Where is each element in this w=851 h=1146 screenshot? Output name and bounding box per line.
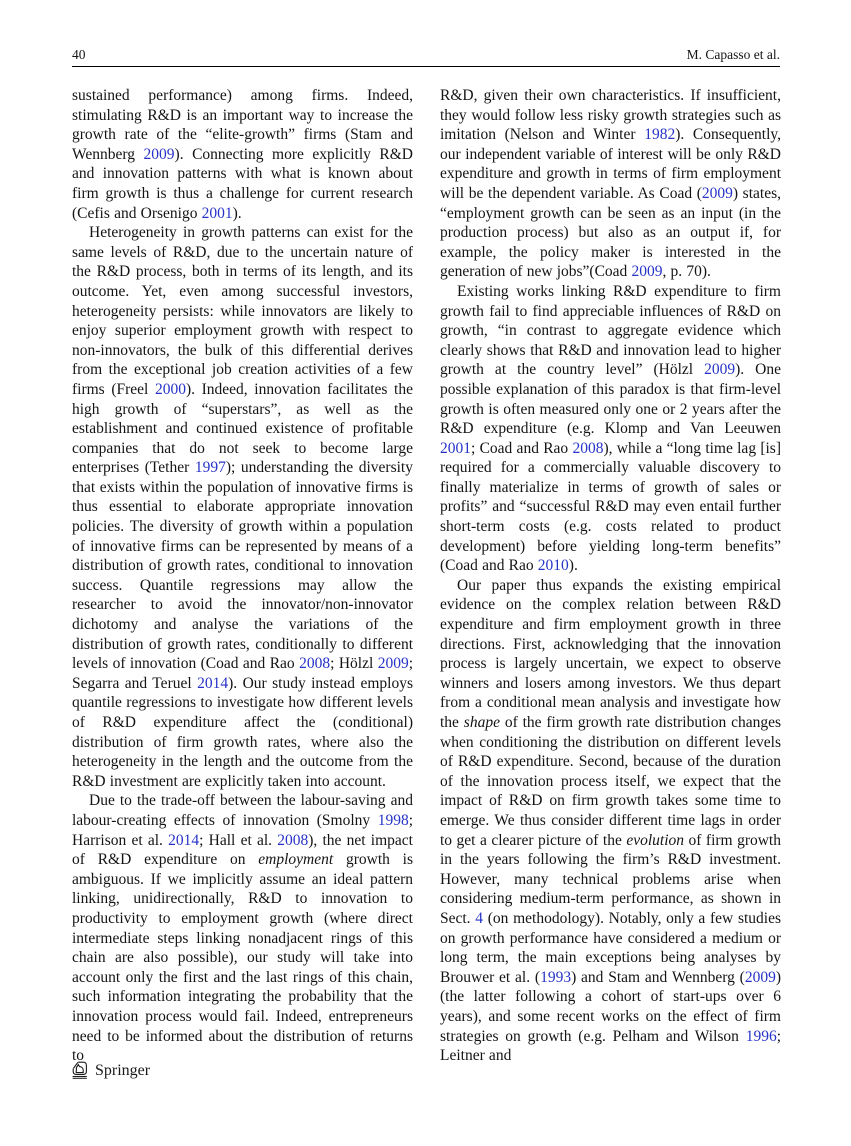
text-run: Heterogeneity in growth patterns can exist for the same levels of R&D, due to the uncertain nature of the R&D process, both in terms of its length, and its outcome. Yet, even among successful investors, heterogeneity persists: while innovators are likely to enjoy superior employment growth with respect to non-innovators, the bulk of this differential derives from the exceptional job creation activities of a few firms (Freel — [72, 224, 413, 398]
paragraph — [72, 86, 413, 223]
citation-link[interactable]: 2009 — [704, 361, 736, 379]
paragraph — [72, 223, 413, 791]
text-run: ). — [232, 204, 242, 222]
text-run: Due to the trade-off between the labour-saving and labour-creating effects of innovation (Smolny — [72, 792, 413, 829]
citation-link[interactable]: 2008 — [299, 655, 331, 673]
citation-link[interactable]: 1982 — [644, 126, 676, 144]
text-run: ); understanding the diversity that exists within the population of innovative firms is thus essential to elaborate appropriate innovation policies. The diversity of growth within a population of innovative firms can be represented by means of a distribution of growth rates, conditional to innovation success. Quantile regressions may allow the researcher to avoid the innovator/non-innovator dichotomy and analyse the variations of the distribution of growth rates, conditionally to different levels of innovation (Coad and Rao — [72, 459, 413, 673]
header-rule — [72, 66, 780, 67]
text-run: ), the net impact of R&D expenditure on — [72, 831, 413, 869]
text-run: ; Leitner and — [440, 1027, 781, 1065]
text-run: ). Indeed, innovation facilitates the high growth of “superstars”, as well as the establishment and continued existence of profitable companies that do not seek to become large enterprises (Tether — [72, 380, 413, 477]
citation-link[interactable]: 1993 — [540, 968, 572, 986]
emphasis-text: employment — [258, 851, 334, 869]
citation-link[interactable]: 1997 — [194, 459, 226, 477]
text-run: growth is ambiguous. If we implicitly assume an ideal pattern linking, unidirectionally, R&D to innovation to productivity to employment growth (where direct intermediate steps linking nonadjacent rings of this chain are also possible), our study will take into account only the first and the last rings of this chain, such information integrating the probability that the innovation process would fail. Indeed, entrepreneurs need to be informed about the distribution of returns to — [72, 851, 414, 1065]
citation-link[interactable]: 2008 — [277, 831, 309, 849]
text-run: sustained performance) among firms. Indeed, stimulating R&D is an important way to increase the growth rate of the “elite-growth” firms (Stam and Wennberg — [72, 87, 413, 163]
citation-link[interactable]: 2014 — [197, 674, 229, 692]
citation-link[interactable]: 2009 — [701, 184, 733, 202]
citation-link[interactable]: 1996 — [745, 1027, 777, 1045]
text-run: ; Hall et al. — [199, 831, 278, 849]
text-run: ; Coad and Rao — [471, 439, 573, 457]
left-column — [72, 86, 413, 1066]
text-run: ). Our study instead employs quantile regressions to investigate how different levels of R&D expenditure affect the (conditional) distribution of firm growth rates, where also the heterogeneity in the length and the outcome from the R&D investment are explicitly taken into account. — [72, 674, 413, 790]
paragraph — [440, 282, 781, 576]
text-run: , p. 70). — [662, 263, 711, 281]
page-number: 40 — [72, 47, 86, 62]
article-body — [72, 86, 781, 1066]
text-run: Our paper thus expands the existing empirical evidence on the complex relation between R&D expenditure and firm employment growth in three directions. First, acknowledging that the innovation process is largely uncertain, we expect to observe winners and losers among investors. We thus depart from a conditional mean analysis and investigate how the — [440, 576, 781, 731]
citation-link[interactable]: 2009 — [631, 263, 663, 281]
citation-link[interactable]: 2000 — [154, 380, 186, 398]
citation-link[interactable]: 2001 — [201, 204, 233, 222]
text-run: ) (the latter following a cohort of start-ups over 6 years), and some recent works on the effect of firm strategies on growth (e.g. Pelham and Wilson — [440, 968, 781, 1045]
citation-link[interactable]: 2009 — [377, 655, 409, 673]
text-run: ). Consequently, our independent variable of interest will be only R&D expenditure and growth in terms of firm employment will be the dependent variable. As Coad ( — [440, 126, 781, 202]
page-footer — [70, 1060, 150, 1082]
text-run: ). Connecting more explicitly R&D and innovation patterns with what is known about firm growth is thus a challenge for current research (Cefis and Orsenigo — [72, 145, 413, 222]
emphasis-text: evolution — [626, 831, 685, 849]
text-run: ; Harrison et al. — [72, 811, 413, 849]
citation-link[interactable]: 2010 — [537, 557, 569, 575]
text-run: ) states, “employment growth can be seen as an input (in the production process) but also as an output if, for example, the policy maker is interested in the generation of new jobs”(Coad — [440, 184, 781, 281]
text-run: ) and Stam and Wennberg ( — [571, 968, 745, 986]
right-column — [440, 86, 781, 1066]
text-run: ), while a “long time lag [is] required for a commercially valuable discovery to finally materialize in terms of growth of sales or profits” and “successful R&D may even entail further short-term costs (e.g. costs related to product development) before yielding long-term benefits” (Coad and Rao — [440, 439, 781, 575]
citation-link[interactable]: 1998 — [377, 811, 409, 829]
running-head-authors: M. Capasso et al. — [686, 47, 780, 62]
citation-link[interactable]: 4 — [475, 909, 484, 927]
text-run: R&D, given their own characteristics. If insufficient, they would follow less risky growth strategies such as imitation (Nelson and Winter — [440, 87, 781, 144]
text-run: of the firm growth rate distribution changes when conditioning the distribution on different levels of R&D expenditure. Second, because of the duration of the innovation process itself, we expect that the impact of R&D on firm growth takes some time to emerge. We thus consider different time lags in order to get a clearer picture of the — [440, 714, 781, 849]
citation-link[interactable]: 2001 — [440, 439, 471, 457]
publisher-name: Springer — [95, 1062, 151, 1079]
paragraph — [440, 576, 781, 1066]
running-header — [72, 47, 780, 63]
citation-link[interactable]: 2008 — [572, 439, 604, 457]
citation-link[interactable]: 2014 — [168, 831, 200, 849]
text-run: Existing works linking R&D expenditure to firm growth fail to find appreciable influences of R&D on growth, “in contrast to aggregate evidence which clearly shows that R&D and innovation lead to higher growth at the country level” (Hölzl — [440, 282, 781, 379]
springer-logo-icon — [70, 1060, 90, 1082]
text-run: ). One possible explanation of this paradox is that firm-level growth is often measured only one or 2 years after the R&D expenditure (e.g. Klomp and Van Leeuwen — [440, 361, 782, 438]
text-run: ; Hölzl — [330, 655, 378, 673]
text-run: (on methodology). Notably, only a few studies on growth performance have considered a medium or long term, the main exceptions being analyses by Brouwer et al. ( — [440, 909, 782, 986]
text-run: ). — [568, 557, 578, 575]
paragraph — [440, 86, 781, 282]
emphasis-text: shape — [463, 714, 500, 731]
paragraph — [72, 791, 413, 1065]
text-run: of firm growth in the years following the firm’s R&D investment. However, many technical problems arise when considering medium-term performance, as shown in Sect. — [440, 831, 781, 927]
text-run: ; Segarra and Teruel — [72, 655, 413, 692]
citation-link[interactable]: 2009 — [143, 145, 175, 163]
citation-link[interactable]: 2009 — [744, 968, 776, 986]
